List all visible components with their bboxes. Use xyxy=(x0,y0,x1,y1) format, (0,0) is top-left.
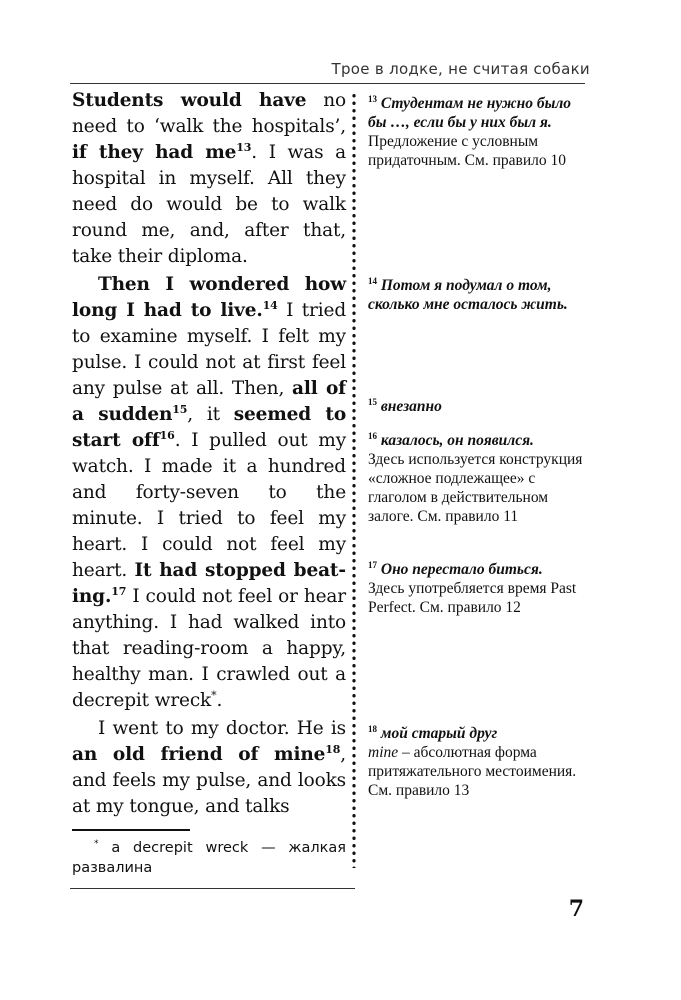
note-number: 13 xyxy=(368,93,377,104)
running-head: Трое в лодке, не считая собаки xyxy=(331,60,590,78)
paragraph-1 xyxy=(72,88,346,270)
note-ref-17: 17 xyxy=(111,584,127,598)
page-number: 7 xyxy=(568,896,584,922)
main-text-column xyxy=(72,88,346,820)
paragraph-3 xyxy=(72,716,346,820)
dotted-column-divider xyxy=(352,92,356,868)
header-rule xyxy=(70,83,585,84)
text-run: . I was a hospital in myself. All they need do would be to walk round me, and, after that, take their diploma. xyxy=(72,142,346,267)
note-body: – абсолютная форма притяжательного местоимения. См. правило 13 xyxy=(368,744,577,799)
paragraph-2 xyxy=(72,272,346,714)
bold-phrase: It had stopped beating. xyxy=(72,560,346,607)
note-body: Здесь используется конструкция «сложное подлежащее» с глаголом в действительном залоге. См. правило 11 xyxy=(368,451,583,525)
note-number: 18 xyxy=(368,723,377,734)
side-note-14 xyxy=(368,276,590,314)
text-run: I tried to examine myself. I felt my pulse. I could not at first feel any pulse at all. Then, xyxy=(72,300,347,399)
note-number: 17 xyxy=(368,559,377,570)
footnote-mark: * xyxy=(94,839,99,850)
text-run: , and feels my pulse, and looks at my tongue, and talks xyxy=(72,744,346,817)
bold-phrase: Then I wondered how long I had to live. xyxy=(72,274,346,321)
side-note-18 xyxy=(368,724,590,800)
note-number: 15 xyxy=(368,396,377,407)
side-note-17 xyxy=(368,560,590,617)
note-ref-15: 15 xyxy=(172,402,188,416)
text-run: I went to my doctor. He is xyxy=(98,718,346,739)
note-number: 16 xyxy=(368,430,377,441)
side-note-16 xyxy=(368,431,590,526)
note-title: Оно перестало биться. xyxy=(380,561,543,578)
side-note-15 xyxy=(368,397,590,416)
note-term: mine xyxy=(368,744,399,761)
side-note-13 xyxy=(368,94,590,170)
text-run: , it xyxy=(187,404,234,425)
note-title: внезапно xyxy=(380,398,442,415)
note-title: мой старый друг xyxy=(380,725,498,742)
bold-phrase: an old friend of mine xyxy=(72,744,326,765)
note-body: Здесь употребляется время Past Perfect. См. правило 12 xyxy=(368,580,577,616)
bold-phrase: seemed to start off xyxy=(72,404,347,451)
bold-phrase: all of a sudden xyxy=(72,378,346,425)
footnote-ref-star: * xyxy=(211,688,217,702)
note-ref-14: 14 xyxy=(262,298,278,312)
bold-phrase: if they had me xyxy=(72,142,237,163)
footnote xyxy=(72,838,346,878)
text-run: no need to ‘walk the hospitals’, xyxy=(72,90,346,137)
note-number: 14 xyxy=(368,275,377,286)
text-run: . xyxy=(216,690,223,711)
footnote-rule xyxy=(72,829,190,831)
bold-phrase: Students would have xyxy=(72,90,307,111)
text-run: I could not feel or hear anything. I had walked into that reading-room a happy, healthy man. I crawled out a decrepit wreck xyxy=(72,586,346,711)
note-title: казалось, он появился. xyxy=(380,432,534,449)
note-title: Студентам не нужно было бы …, если бы у них был я. xyxy=(368,95,572,131)
note-title: Потом я подумал о том, сколько мне осталось жить. xyxy=(368,277,568,313)
note-ref-18: 18 xyxy=(325,742,341,756)
footnote-text: a decrepit wreck — жалкая развалина xyxy=(72,840,346,876)
note-ref-16: 16 xyxy=(159,428,175,442)
note-ref-13: 13 xyxy=(236,140,252,154)
note-body: Предложение с условным придаточным. См. правило 10 xyxy=(368,133,566,169)
text-run: . I pulled out my watch. I made it a hundred and forty-seven to the minute. I tried to feel my heart. I could not feel my heart. xyxy=(72,430,346,581)
bottom-rule xyxy=(70,888,355,889)
